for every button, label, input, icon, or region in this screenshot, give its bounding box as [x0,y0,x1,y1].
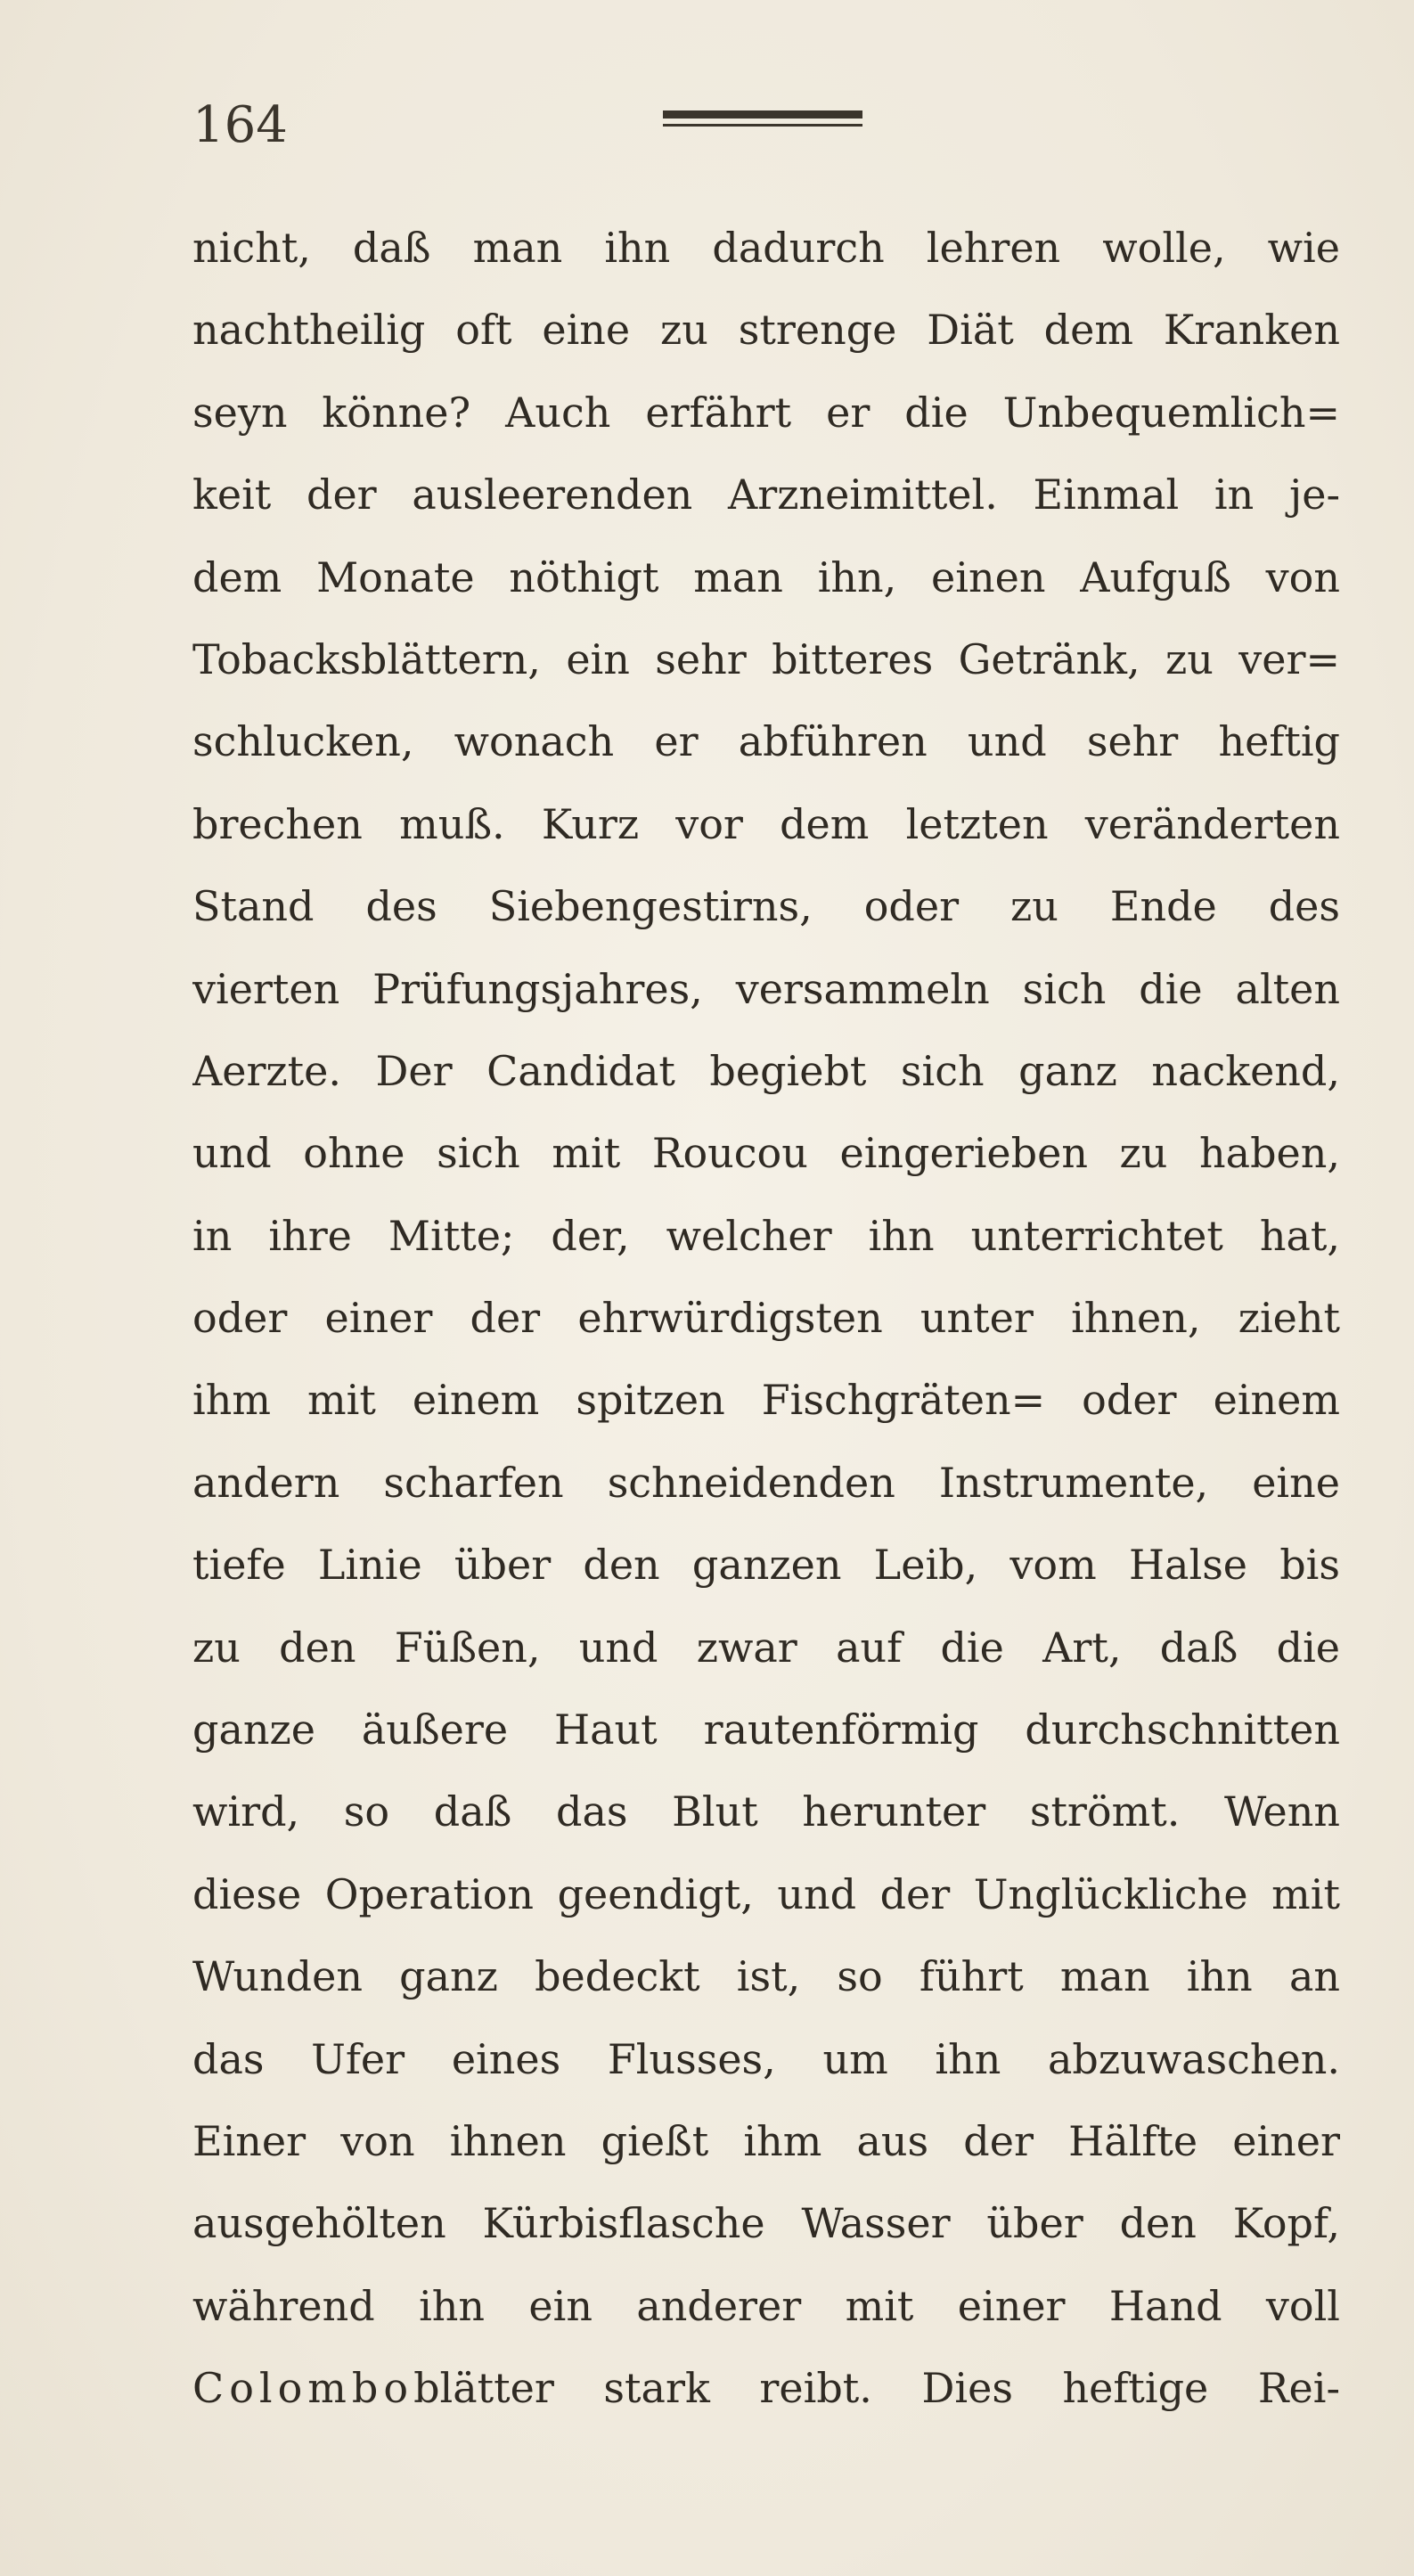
text-line: vierten Prüfungsjahres, versammeln sich die alten [192,964,1340,1013]
text-line: ausgehölten Kürbisflasche Wasser über den Kopf, [192,2199,1340,2248]
text-line: oder einer der ehrwürdigsten unter ihnen, zieht [192,1294,1340,1343]
text-line: Einer von ihnen gießt ihm aus der Hälfte einer [192,2116,1340,2165]
text-line: dem Monate nöthigt man ihn, einen Aufguß von [192,552,1340,601]
spaced-word: Colombo [192,2364,414,2413]
text-line: Aerzte. Der Candidat begiebt sich ganz nackend, [192,1046,1340,1095]
body-text [192,207,1340,2430]
text-line: schlucken, wonach er abführen und sehr heftig [192,717,1340,766]
text-line: das Ufer eines Flusses, um ihn abzuwaschen. [192,2034,1340,2083]
header-rule-thick [663,110,862,119]
text-line: diese Operation geendigt, und der Unglückliche mit [192,1869,1340,1918]
text-line: nachtheilig oft eine zu strenge Diät dem Kranken [192,306,1340,355]
text-line: Wunden ganz bedeckt ist, so führt man ihn an [192,1952,1340,2001]
text-line: andern scharfen schneidenden Instrumente, eine [192,1458,1340,1507]
text-line-last [192,2347,1340,2429]
header-rule [663,110,862,127]
text-line: zu den Füßen, und zwar auf die Art, daß die [192,1623,1340,1672]
text-line: tiefe Linie über den ganzen Leib, vom Halse bis [192,1541,1340,1590]
text-line: Tobacksblättern, ein sehr bitteres Getränk, zu ver= [192,634,1340,683]
text-line: in ihre Mitte; der, welcher ihn unterrichtet hat, [192,1211,1340,1260]
text-line: brechen muß. Kurz vor dem letzten veränderten [192,799,1340,848]
text-line: seyn könne? Auch erfährt er die Unbequemlich= [192,388,1340,437]
text-line: Stand des Siebengestirns, oder zu Ende des [192,882,1340,931]
text-line: nicht, daß man ihn dadurch lehren wolle, wie [192,224,1340,272]
last-line-rest: blätter stark reibt. Dies heftige Rei- [413,2364,1340,2413]
text-line: und ohne sich mit Roucou eingerieben zu haben, [192,1129,1340,1178]
page-number: 164 [192,96,288,154]
text-line: ihm mit einem spitzen Fischgräten= oder einem [192,1376,1340,1425]
text-line: während ihn ein anderer mit einer Hand voll [192,2281,1340,2330]
text-line: ganze äußere Haut rautenförmig durchschnitten [192,1705,1340,1754]
text-line: keit der ausleerenden Arzneimittel. Einmal in je- [192,470,1340,519]
text-line: wird, so daß das Blut herunter strömt. Wenn [192,1787,1340,1836]
header-rule-thin [663,124,862,127]
